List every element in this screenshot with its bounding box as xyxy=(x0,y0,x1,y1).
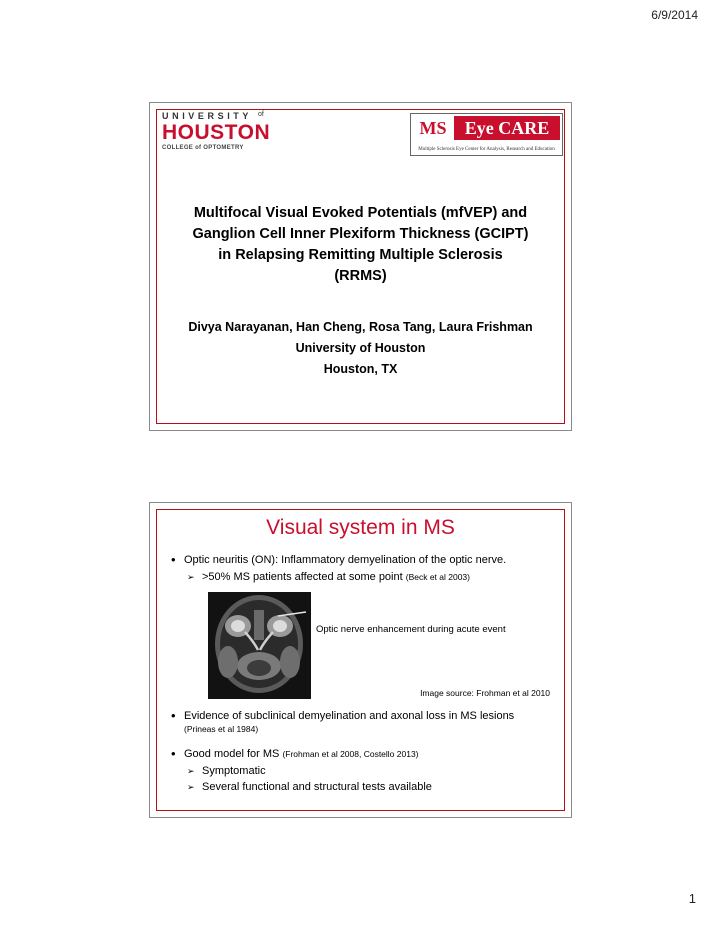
mri-brain-image xyxy=(208,592,311,699)
uh-logo-line1: UNIVERSITY $^{of}$ xyxy=(162,111,264,121)
ms-logo-ms: MS xyxy=(419,118,447,138)
university-of-houston-logo xyxy=(162,111,270,151)
ms-logo-eye-care: Eye CARE xyxy=(454,116,560,140)
sub-bullet-ms-patients: ➢ >50% MS patients affected at some point (Beck et al 2003) xyxy=(202,571,470,584)
visual-system-slide xyxy=(149,502,572,818)
bullet-subclinical-demyelination: • Evidence of subclinical demyelination and axonal loss in MS lesions (Prineas et al 1984) xyxy=(184,710,514,736)
presentation-title xyxy=(160,203,561,287)
uh-logo-college: COLLEGE of OPTOMETRY xyxy=(162,145,244,151)
slide-heading: Visual system in MS xyxy=(266,516,455,539)
image-source: Image source: Frohman et al 2010 xyxy=(420,688,550,698)
title-line: in Relapsing Remitting Multiple Sclerosis xyxy=(218,247,503,263)
bullet-good-model: • Good model for MS (Frohman et al 2008, Costello 2013) xyxy=(184,748,419,761)
reference: (Frohman et al 2008, Costello 2013) xyxy=(282,749,419,759)
uh-logo-houston: HOUSTON xyxy=(162,121,271,144)
title-line: Multifocal Visual Evoked Potentials (mfVEP) and xyxy=(193,205,528,221)
reference: (Prineas et al 1984) xyxy=(184,724,259,734)
image-caption: Optic nerve enhancement during acute event xyxy=(316,624,506,635)
title-line: (RRMS) xyxy=(334,268,387,284)
reference: (Beck et al 2003) xyxy=(405,572,470,582)
authors-block xyxy=(154,317,567,380)
affiliation: University of Houston xyxy=(295,341,426,355)
ms-eye-care-logo xyxy=(410,113,563,156)
ms-logo-tagline: Multiple Sclerosis Eye Center for Analysis, Research and Education xyxy=(418,147,555,152)
page-number: 1 xyxy=(688,891,696,906)
title-slide xyxy=(149,102,572,431)
authors: Divya Narayanan, Han Cheng, Rosa Tang, Laura Frishman xyxy=(188,320,533,334)
page-date: 6/9/2014 xyxy=(651,8,698,22)
bullet-optic-neuritis: • Optic neuritis (ON): Inflammatory demyelination of the optic nerve. xyxy=(184,554,506,567)
sub-bullet-tests-available: ➢ Several functional and structural tests available xyxy=(202,781,432,794)
sub-bullet-symptomatic: ➢ Symptomatic xyxy=(202,765,266,778)
location: Houston, TX xyxy=(323,362,398,376)
title-line: Ganglion Cell Inner Plexiform Thickness (GCIPT) xyxy=(192,226,529,242)
